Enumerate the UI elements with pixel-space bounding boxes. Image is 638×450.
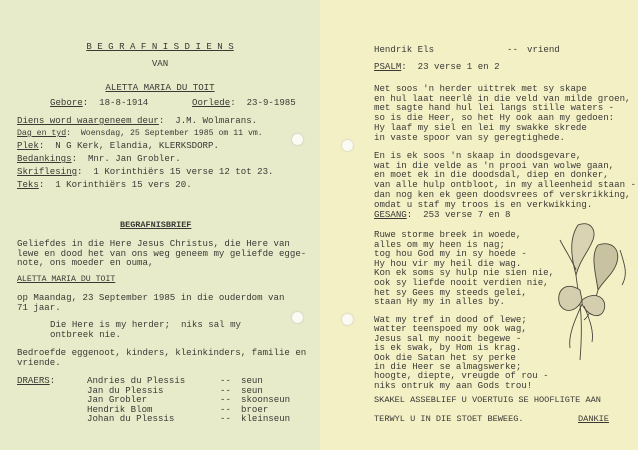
poem-line: Hy laaf my siel en lei my swakke skrede	[374, 121, 587, 133]
poem-line: Hy hou vir my heil die wag.	[374, 257, 522, 269]
date-line: 71 jaar.	[17, 301, 61, 313]
detail-value: J.M. Wolmarans.	[175, 115, 258, 126]
bearer-name: Hendrik Els	[374, 44, 435, 55]
bearer-name: Andries du Plessis	[87, 375, 186, 386]
poem-line: alles om my heen is nag;	[374, 238, 505, 250]
lily-flower-illustration	[550, 220, 635, 365]
detail-officiant: Diens word waargeneem deur: J.M. Wolmarans.	[17, 115, 258, 126]
poem-line: wat in die velde as 'n prooi van wolwe gaan,	[374, 159, 615, 171]
bearer-name: Jan du Plessis	[87, 384, 164, 396]
bearer-name: Johan du Plessis	[87, 413, 175, 424]
intro-line: Geliefdes in die Here Jesus Christus, die Here van	[17, 238, 290, 249]
detail-thanks: Bedankings: Mnr. Jan Grobler.	[17, 153, 181, 164]
poem-line: Ook die Satan het sy perke	[374, 351, 516, 363]
poem-line: tog hou God my in sy hoede -	[374, 248, 527, 260]
mourners-line: vriende.	[17, 356, 61, 368]
psalm-label: PSALM	[374, 61, 402, 72]
poem-line: Jesus sal my nooit begewe -	[374, 332, 522, 344]
birth-row: Gebore: 18-8-1914	[50, 97, 149, 108]
poem-line: is ek swak, by Hom is krag.	[374, 342, 522, 354]
punch-hole	[292, 134, 303, 145]
gesang-label: GESANG	[374, 209, 407, 220]
died-label: Oorlede	[192, 97, 231, 108]
bearer-name: Jan Grobler	[87, 394, 148, 405]
poem-line: staan Hy my in alles by.	[374, 296, 505, 308]
detail-value: N G Kerk, Elandia, KLERKSDORP.	[55, 140, 219, 151]
procession-notice: TERWYL U IN DIE STOET BEWEEG.	[374, 414, 524, 424]
left-page: B E G R A F N I S D I E N S VAN ALETTA MARIA DU TOIT Gebore: 18-8-1914 Oorlede: 23-9-1985 Diens word waargeneem deur: J.M. Wolmarans. Dag en tyd: Woensdag, 25 September 1985 om 11 vm. Plek: N G Kerk, Elandia, KLERKSDORP. Bedankings: Mnr. Jan Grobler. Skriflesing: 1 Korinthiërs 15 verse 12 tot 23. Teks: 1 Korinthiërs 15 vers 20. BEGRAFNISBRIEF Geliefdes in die Here Jesus Christus, die Here van lewe en dood het van ons weg geneem my geliefde egge- note, ons moeder en ouma, ALETTA MARIA DU TOIT op Maandag, 23 September 1985 in die ouderdom van 71 jaar. Die Here is my herder; niks sal my ontbreek nie. Bedroefde eggenoot, kinders, kleinkinders, familie en vriende. DRAERS: Andries du Plessis Jan du Plessis Jan Grobler Hendrik Blom Johan du Plessis -- -- -- -- -- seun seun skoonseun broer kleinseun	[0, 0, 320, 450]
detail-text: Teks: 1 Korinthiërs 15 vers 20.	[17, 179, 192, 190]
gesang-ref: 253 verse 7 en 8	[423, 209, 511, 220]
detail-label: Teks	[17, 179, 39, 190]
psalm-heading: PSALM: 23 verse 1 en 2	[374, 61, 500, 72]
poem-line: En is ek soos 'n skaap in doodsgevare,	[374, 150, 582, 161]
deceased-name: ALETTA MARIA DU TOIT	[105, 82, 215, 93]
intro-line: note, ons moeder en ouma,	[17, 257, 154, 268]
detail-label: Bedankings	[17, 153, 72, 164]
detail-label: Dag en tyd	[17, 129, 67, 138]
poem-line: en moet ek in die doodsdal, diep en donker,	[374, 169, 609, 181]
bearers-label: DRAERS:	[17, 375, 56, 386]
punch-hole	[292, 312, 303, 323]
detail-day-time: Dag en tyd: Woensdag, 25 September 1985 om 11 vm.	[17, 129, 263, 138]
poem-line: niks ontruk my aan Gods trou!	[374, 379, 533, 391]
poem-line: in die Heer se almagswerke;	[374, 361, 522, 372]
poem-line: Kon ek soms sy hulp nie sien nie,	[374, 267, 555, 279]
detail-label: Plek	[17, 140, 39, 151]
poem-line: Ruwe storme breek in woede,	[374, 229, 522, 240]
poem-line: watter teenspoed my ook wag,	[374, 323, 527, 335]
poem-line: het sy Gees my steeds gelei,	[374, 286, 527, 298]
bearer-relation: broer	[241, 403, 269, 415]
detail-label: Skriflesing	[17, 166, 78, 177]
detail-value: Woensdag, 25 September 1985 om 11 vm.	[80, 129, 263, 138]
poem-line: Wat my tref in dood of lewe;	[374, 314, 527, 325]
detail-place: Plek: N G Kerk, Elandia, KLERKSDORP.	[17, 140, 219, 151]
poem-line: van alle hulp ontbloot, in my alleenheid staan -	[374, 179, 636, 191]
poem-line: met sagte hand hul lei langs stille waters -	[374, 102, 615, 114]
verse-line: ontbreek nie.	[50, 328, 121, 340]
born-date: 18-8-1914	[99, 97, 149, 108]
poem-line: so is die Heer, so het Hy ook aan my gedoen:	[374, 112, 615, 124]
thanks-text: DANKIE	[578, 414, 609, 424]
bearer-relation: seun	[241, 384, 263, 396]
mourners-line: Bedroefde eggenoot, kinders, kleinkinders, familie en	[17, 347, 307, 358]
poem-line: ook sy liefde nooit verdien nie,	[374, 277, 549, 288]
detail-value: Mnr. Jan Grobler.	[87, 153, 181, 164]
bearer-relation: skoonseun	[241, 394, 291, 405]
poem-line: hoogte, diepte, vreugde of rou -	[374, 370, 549, 382]
punch-hole	[342, 140, 353, 151]
service-title: B E G R A F N I S D I E N S	[86, 41, 234, 52]
date-line: op Maandag, 23 September 1985 in die ouderdom van	[17, 292, 285, 303]
bearer-relation: kleinseun	[241, 413, 291, 424]
bearer-name: Hendrik Blom	[87, 403, 153, 415]
bearers-label-text: DRAERS	[17, 375, 50, 386]
deceased-name-repeat: ALETTA MARIA DU TOIT	[17, 275, 116, 284]
punch-hole	[342, 314, 353, 325]
headlights-notice: SKAKEL ASSEBLIEF U VOERTUIG SE HOOFLIGTE AAN	[374, 395, 601, 405]
intro-line: lewe en dood het van ons weg geneem my geliefde egge-	[17, 247, 307, 259]
poem-line: Net soos 'n herder uittrek met sy skape	[374, 83, 587, 94]
gesang-heading: GESANG: 253 verse 7 en 8	[374, 209, 511, 220]
died-date: 23-9-1985	[246, 97, 296, 108]
right-page: Hendrik Els -- vriend PSALM: 23 verse 1 en 2 Net soos 'n herder uittrek met sy skape en hul laat neerlê in die veld van milde groen, met sagte hand hul lei langs stille waters - so is die Heer, so het Hy ook aan my gedoen: Hy laaf my siel en lei my swakke skrede in vaste spoor van sy geregtighede. En is ek soos 'n skaap in doodsgevare, wat in die velde as 'n prooi van wolwe gaan, en moet ek in die doodsdal, diep en donker, van alle hulp ontbloot, in my alleenheid staan - dan nog ken ek geen doodsvrees of verskrikking, omdat u staf my troos is en verkwikking. GESANG: 253 verse 7 en 8 Ruwe storme breek in woede, alles om my heen is nag; tog hou God my in sy hoede - Hy hou vir my heil die wag. Kon ek soms sy hulp nie sien nie, ook sy liefde nooit verdien nie, het sy Gees my steeds gelei, staan Hy my in alles by. Wat my tref in dood of lewe; watter teenspoed my ook wag, Jesus sal my nooit begewe - is ek swak, by Hom is krag. Ook die Satan het sy perke in die Heer se almagswerke; hoogte, diepte, vreugde of rou - niks ontruk my aan Gods trou! SKAKEL ASSEBLIEF U VOERTUIG SE HOOFLIGTE AAN TERWYL U IN DIE STOET BEWEEG. DANKIE	[320, 0, 638, 450]
verse-line: Die Here is my herder; niks sal my	[50, 319, 241, 330]
poem-line: en hul laat neerlê in die veld van milde groen,	[374, 92, 631, 104]
poem-line: in vaste spoor van sy geregtighede.	[374, 131, 565, 143]
detail-value: 1 Korinthiërs 15 vers 20.	[55, 179, 192, 190]
death-row: Oorlede: 23-9-1985	[192, 97, 296, 108]
psalm-ref: 23 verse 1 en 2	[417, 61, 500, 72]
detail-value: 1 Korinthiërs 15 verse 12 tot 23.	[93, 166, 274, 177]
poem-line: omdat u staf my troos is en verkwikking.	[374, 198, 593, 210]
born-label: Gebore	[50, 97, 83, 108]
poem-line: dan nog ken ek geen doodsvrees of verskrikking,	[374, 188, 631, 200]
bearer-relation: vriend	[527, 44, 560, 55]
detail-reading: Skriflesing: 1 Korinthiërs 15 verse 12 tot 23.	[17, 166, 274, 177]
detail-label: Diens word waargeneem deur	[17, 115, 159, 126]
brief-title: BEGRAFNISBRIEF	[120, 220, 192, 230]
bearer-relation: seun	[241, 375, 263, 386]
van-label: VAN	[151, 58, 169, 69]
